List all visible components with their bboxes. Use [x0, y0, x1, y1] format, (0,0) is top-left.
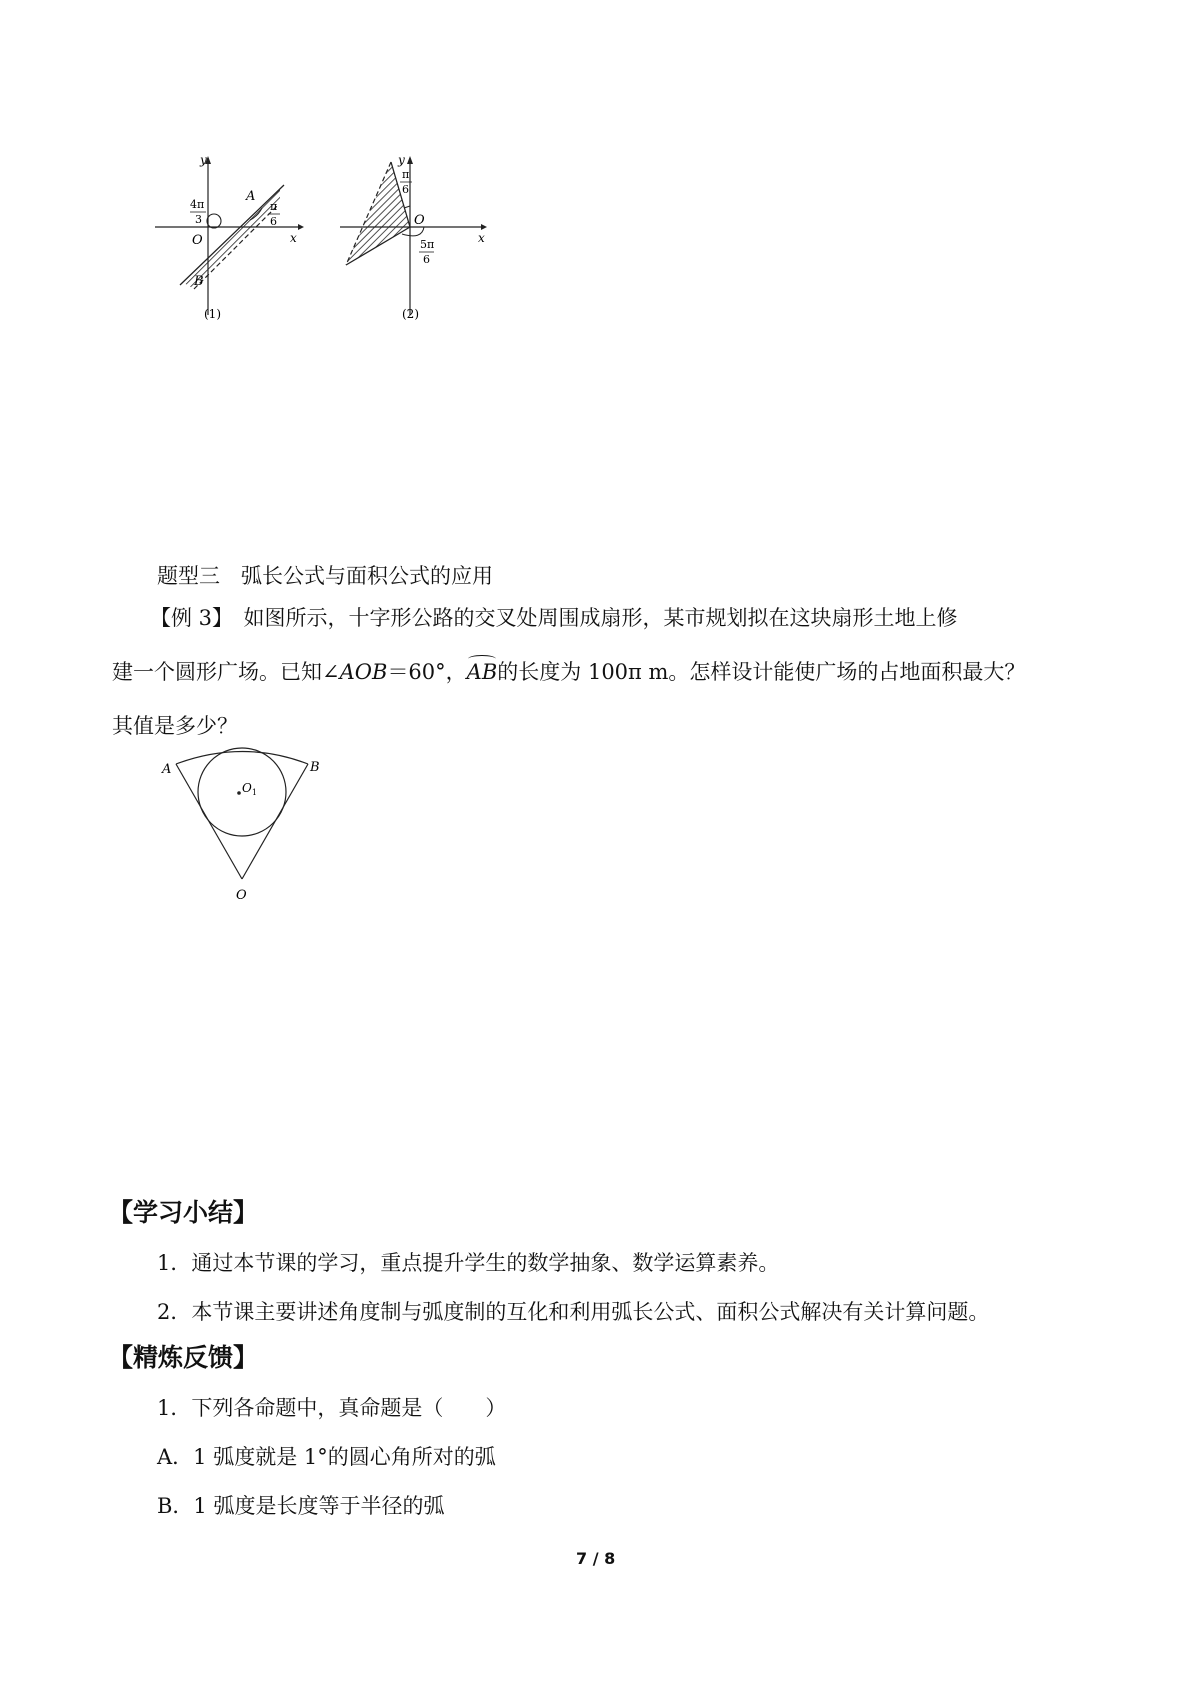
page-number: 7 / 8 — [576, 1549, 616, 1568]
fig1-angle1-num: 4π — [190, 198, 205, 211]
fig2-angle2-num: 5π — [420, 238, 435, 251]
example-label: 【例 3】 — [150, 606, 223, 630]
fig3-a-label: A — [162, 762, 172, 777]
example-line-2 — [112, 658, 1025, 686]
figure-3 — [150, 745, 330, 905]
fig3-b-label: B — [310, 760, 320, 775]
summary-item-1: 1．通过本节课的学习，重点提升学生的数学抽象、数学运算素养。 — [157, 1251, 780, 1275]
summary-item-2: 2．本节课主要讲述角度制与弧度制的互化和利用弧长公式、面积公式解决有关计算问题。 — [157, 1300, 990, 1324]
fig2-caption: (2) — [402, 307, 419, 321]
fig2-y-label: y — [398, 153, 405, 167]
example-line-1 — [150, 604, 958, 632]
summary-heading: 【学习小结】 — [108, 1198, 259, 1227]
fig1-x-label: x — [290, 231, 297, 245]
fig2-x-label: x — [478, 231, 485, 245]
fig1-angle2-num: π — [270, 200, 278, 213]
example-text-1: 如图所示，十字形公路的交叉处周围成扇形，某市规划拟在这块扇形土地上修 — [222, 606, 958, 630]
example-text-2b: ＝60°， — [387, 660, 467, 684]
fig1-b-label: B — [194, 274, 204, 289]
fig1-angle1-den: 3 — [195, 213, 202, 226]
option-b: B．1 弧度是长度等于半径的弧 — [157, 1494, 445, 1518]
section-title: 题型三 弧长公式与面积公式的应用 — [157, 564, 493, 588]
practice-heading: 【精炼反馈】 — [108, 1343, 259, 1372]
fig2-angle1-den: 6 — [402, 183, 409, 196]
arc-ab: AB — [466, 660, 498, 684]
fig1-o-label: O — [192, 233, 203, 248]
fig1-caption: (1) — [204, 307, 221, 321]
angle-aob: AOB — [339, 660, 388, 684]
fig1-y-label: y — [200, 153, 207, 167]
fig1-angle2-den: 6 — [270, 215, 277, 228]
fig2-o-label: O — [414, 213, 425, 228]
question-1: 1．下列各命题中，真命题是（ ） — [157, 1396, 507, 1420]
fig2-angle1-num: π — [402, 168, 410, 181]
figure-2 — [338, 150, 498, 330]
option-a: A．1 弧度就是 1°的圆心角所对的弧 — [157, 1445, 496, 1469]
example-text-2a: 建一个圆形广场。已知∠ — [112, 660, 340, 684]
figure-1 — [150, 150, 320, 330]
fig2-angle2-den: 6 — [423, 253, 430, 266]
example-text-2c: 的长度为 100π m。怎样设计能使广场的占地面积最大？ — [497, 660, 1026, 684]
fig1-a-label: A — [246, 189, 256, 204]
example-line-3: 其值是多少？ — [112, 714, 238, 738]
fig3-o-label: O — [236, 888, 247, 903]
fig3-o1-label: $O_1$ — [242, 781, 257, 797]
